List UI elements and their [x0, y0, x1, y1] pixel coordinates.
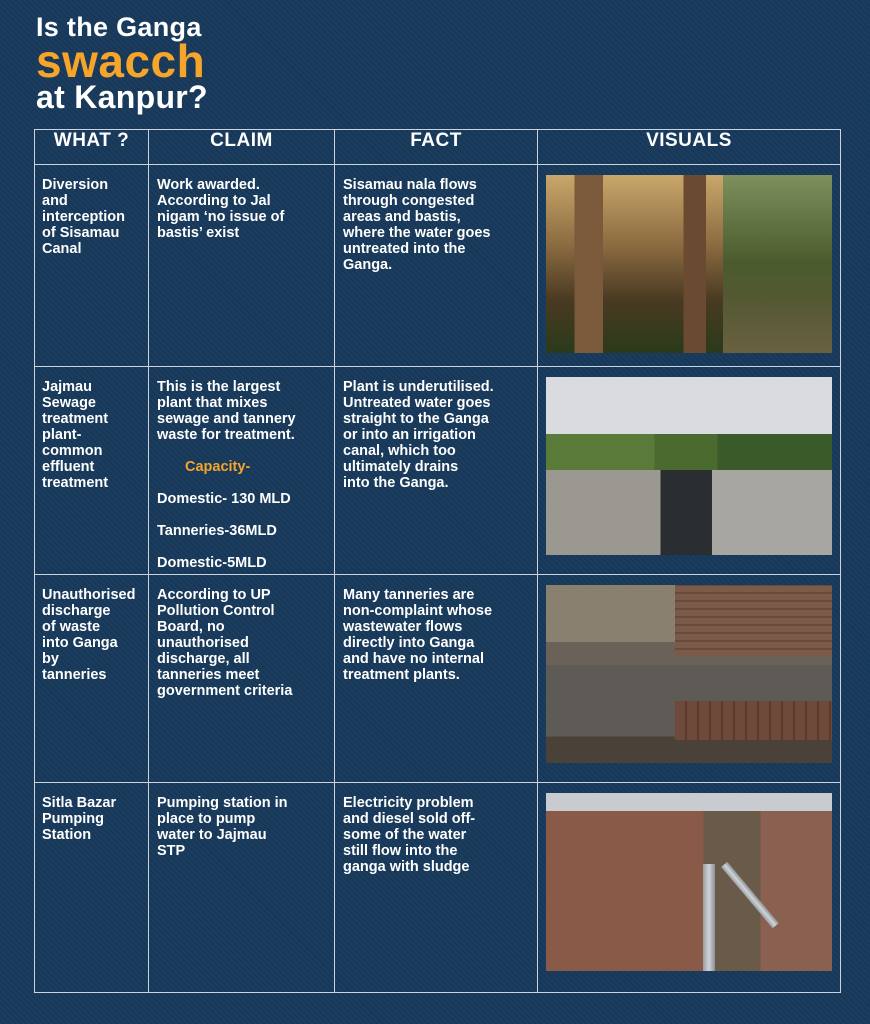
table-header-row	[35, 130, 841, 165]
header-fact: FACT	[335, 130, 538, 165]
row-what-cell	[35, 165, 149, 367]
table-row	[35, 575, 841, 783]
infographic-title	[36, 14, 208, 113]
row-claim-cell	[149, 783, 335, 993]
row-visual-cell	[538, 783, 841, 993]
what-text: Diversion and interception of Sisamau Canal	[42, 177, 125, 257]
row-visual-cell	[538, 367, 841, 575]
what-text: Unauthorised discharge of waste into Ganga by tanneries	[42, 587, 136, 683]
table-row	[35, 165, 841, 367]
row-fact-cell	[335, 783, 538, 993]
row-fact-cell	[335, 367, 538, 575]
fact-text: Plant is underutilised. Untreated water goes straight to the Ganga or into an irrigation canal, which too ultimately drains into the Ganga.	[343, 379, 494, 491]
capacity-label: Capacity-	[185, 459, 251, 475]
pumping-station-photo	[546, 793, 832, 971]
header-visuals: VISUALS	[538, 130, 841, 165]
table-row	[35, 783, 841, 993]
row-what-cell	[35, 367, 149, 575]
claim-text: Pumping station in place to pump water to Jajmau STP	[157, 795, 288, 859]
capacity-line: Domestic- 130 MLD	[157, 491, 291, 507]
row-visual-cell	[538, 165, 841, 367]
fact-text: Electricity problem and diesel sold off- some of the water still flow into the ganga with sludge	[343, 795, 476, 875]
capacity-line: Tanneries-36MLD	[157, 523, 277, 539]
comparison-table	[34, 129, 841, 993]
row-what-cell	[35, 575, 149, 783]
header-claim: CLAIM	[149, 130, 335, 165]
fact-text: Many tanneries are non-complaint whose wastewater flows directly into Ganga and have no internal treatment plants.	[343, 587, 493, 683]
fact-text: Sisamau nala flows through congested areas and bastis, where the water goes untreated into the Ganga.	[343, 177, 491, 273]
sisamau-canal-photo	[546, 175, 832, 353]
row-claim-cell	[149, 575, 335, 783]
claim-text: This is the largest plant that mixes sewage and tannery waste for treatment.	[157, 379, 296, 443]
row-what-cell	[35, 783, 149, 993]
tannery-discharge-photo	[546, 585, 832, 763]
row-fact-cell	[335, 165, 538, 367]
what-text: Jajmau Sewage treatment plant- common effluent treatment	[42, 379, 109, 491]
title-highlight-word: swacch	[36, 35, 206, 87]
title-line-1: Is the Ganga	[36, 12, 202, 42]
row-claim-cell	[149, 165, 335, 367]
header-what: WHAT ?	[35, 130, 149, 165]
row-fact-cell	[335, 575, 538, 783]
claim-text: Work awarded. According to Jal nigam ‘no issue of bastis’ exist	[157, 177, 285, 241]
claim-text: According to UP Pollution Control Board, no unauthorised discharge, all tanneries meet government criteria	[157, 587, 293, 699]
row-visual-cell	[538, 575, 841, 783]
jajmau-plant-canal-photo	[546, 377, 832, 555]
row-claim-cell	[149, 367, 335, 575]
capacity-line: Domestic-5MLD	[157, 555, 267, 571]
title-line-3: at Kanpur?	[36, 79, 208, 115]
what-text: Sitla Bazar Pumping Station	[42, 795, 117, 843]
table-row	[35, 367, 841, 575]
